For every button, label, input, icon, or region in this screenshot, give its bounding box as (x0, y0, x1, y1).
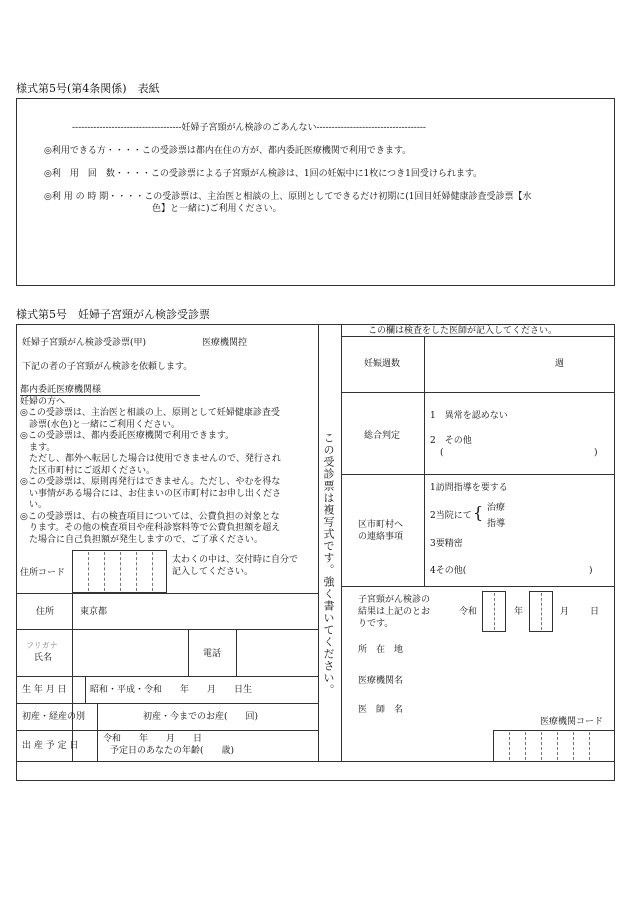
note-line: ◎この受診票は、主治医と相談の上、原則として妊婦健康診査受 (20, 408, 280, 418)
note-line: ります。その他の検査項目や産科診察料等で公費負担額を超え (20, 523, 281, 533)
judgment-paren-close: ) (594, 448, 598, 458)
code-divider (589, 732, 590, 760)
brace-icon: { (473, 503, 484, 522)
code-divider (557, 732, 558, 760)
cover-heading: 様式第5号(第4条関係) 表紙 (16, 82, 160, 95)
col-line (97, 703, 98, 762)
month-divider (541, 593, 542, 630)
col-line (341, 324, 342, 762)
postal-divider (104, 552, 105, 591)
parity-label: 初産・経産の別 (22, 712, 86, 722)
weeks-unit: 週 (555, 359, 565, 369)
code-divider (541, 732, 542, 760)
postal-divider (152, 552, 153, 591)
name-field[interactable] (73, 630, 187, 675)
contact-option-guidance[interactable]: 指導 (487, 519, 506, 529)
address-value[interactable]: 東京都 (80, 607, 108, 617)
cover-banner: ------------------------------------妊婦子宮頸がん検診のごあんない------------------------------------ (72, 123, 426, 133)
row-line (341, 474, 615, 475)
notes-block (20, 408, 316, 546)
contact-option-detailed[interactable]: 3要精密 (430, 539, 463, 549)
col-line (72, 593, 73, 762)
contact-option-visit[interactable]: 1訪問指導を要する (430, 483, 508, 493)
col-line (85, 676, 86, 703)
note-line: ます。 (20, 442, 56, 453)
cover-item-timing: ◎利 用 の 時 期・・・・この受診票は、主治医と相談の上、原則としてできるだけ初期に(1回目妊婦健康診査受診票【水 (44, 192, 532, 202)
cover-item-count: ◎利 用 回 数・・・・この受診票による子宮頸がん検診は、1回の妊娠中に1枚につき1回受けられます。 (44, 169, 483, 179)
note-line: た区市町村にご返却ください。 (20, 465, 156, 476)
note-line: ただし、都外へ転居した場合は使用できませんので、発行され (20, 454, 281, 464)
cover-item-timing-cont: 色】と一緒に)ご利用ください。 (152, 204, 282, 214)
contact-label-1: 区市町村へ (358, 520, 404, 530)
note-line: ◎この受診票は、原則再発行はできません。ただし、やむを得な (20, 477, 281, 487)
phone-field[interactable] (237, 630, 317, 675)
month-label: 月 (560, 607, 570, 617)
phone-label: 電話 (203, 649, 222, 659)
postal-divider (88, 552, 89, 591)
to-pregnant: 妊婦の方へ (20, 397, 66, 407)
col-line (318, 324, 319, 762)
doctor-name-label: 医 師 名 (358, 705, 404, 715)
address-label: 住所 (36, 607, 55, 617)
note-line: ◎この受診票は、右の検査項目については、公費負担の対象とな (20, 511, 280, 522)
institution-code-field[interactable] (493, 730, 615, 762)
carbon-copy-note: この受診票は複写式です。強く書いてください。 (322, 432, 335, 696)
judgment-label: 総合判定 (364, 431, 401, 441)
note-line: い事情がある場合には、お住まいの区市町村にお申し出くださ (20, 488, 282, 499)
request-text: 下記の者の子宮頸がん検診を依頼します。 (22, 362, 193, 372)
due-value-age[interactable]: 予定日のあなたの年齢( 歳) (110, 746, 235, 756)
row-line (16, 703, 318, 704)
note-line: い。 (20, 500, 48, 510)
postal-divider (120, 552, 121, 591)
copy-label: 医療機関控 (202, 338, 248, 348)
name-label: 氏名 (34, 653, 53, 663)
year-divider (494, 593, 495, 630)
judgment-option-other[interactable]: 2 その他 (430, 436, 472, 446)
row-line (16, 676, 318, 677)
due-value-date[interactable]: 令和 年 月 日 (103, 734, 203, 744)
due-label: 出 産 予 定 日 (22, 741, 79, 751)
col-line (188, 629, 189, 676)
postal-divider (136, 552, 137, 591)
furigana-label: フリガナ (26, 641, 58, 650)
institution-label: 医療機関名 (358, 676, 404, 686)
postal-code-label: 住所コード (20, 568, 66, 578)
reiwa-label: 令和 (459, 607, 478, 617)
result-text-2: 結果は上記のとお (358, 607, 431, 617)
contact-option-treatment[interactable]: 治療 (487, 503, 506, 513)
row-line (341, 392, 615, 393)
note-line: 診票(水色)と一緒にご利用ください。 (20, 419, 181, 430)
parity-value[interactable]: 初産・今までのお産( 回) (143, 712, 259, 722)
day-label: 日 (590, 607, 600, 617)
row-line (341, 586, 615, 587)
doctor-fill-header: この欄は検査をした医師が記入してください。 (368, 326, 558, 336)
code-divider (573, 732, 574, 760)
contact-option-clinic[interactable]: 2当院にて (430, 511, 472, 521)
result-text-1: 子宮頸がん検診の (358, 595, 431, 605)
contact-label-2: の連絡事項 (358, 532, 404, 542)
addressee: 都内委託医療機関様 (20, 385, 102, 395)
code-divider (525, 732, 526, 760)
form-heading: 様式第5号 妊婦子宮頸がん検診受診票 (16, 308, 210, 321)
cover-item-usage: ◎利用できる方・・・・この受診票は都内在住の方が、都内委託医療機関で利用できます。 (44, 146, 412, 156)
contact-paren-close: ) (589, 566, 593, 576)
weeks-label: 妊娠週数 (364, 359, 401, 369)
judgment-paren-open: ( (440, 448, 444, 458)
code-divider (509, 732, 510, 760)
row-line (16, 593, 318, 594)
postal-note-1: 太わくの中は、交付時に自分で (172, 555, 299, 565)
postal-note-2: 記入してください。 (172, 567, 254, 577)
year-label: 年 (514, 607, 524, 617)
location-label: 所 在 地 (358, 645, 404, 655)
institution-code-label: 医療機関コード (540, 717, 604, 727)
dob-label: 生 年 月 日 (22, 685, 67, 695)
contact-option-other[interactable]: 4その他( (430, 566, 467, 576)
result-text-3: りです。 (358, 619, 394, 629)
dob-value[interactable]: 昭和・平成・令和 年 月 日生 (90, 685, 253, 695)
note-line: ◎この受診票は、都内委託医療機関で利用できます。 (20, 431, 235, 441)
weeks-field[interactable] (425, 337, 614, 391)
row-line (16, 730, 318, 731)
judgment-option-normal[interactable]: 1 異常を認めない (430, 411, 508, 421)
note-line: た場合に自己負担額が発生しますので、ご了承ください。 (20, 534, 263, 545)
form-name: 妊婦子宮頸がん検診受診票(甲) (22, 338, 147, 348)
